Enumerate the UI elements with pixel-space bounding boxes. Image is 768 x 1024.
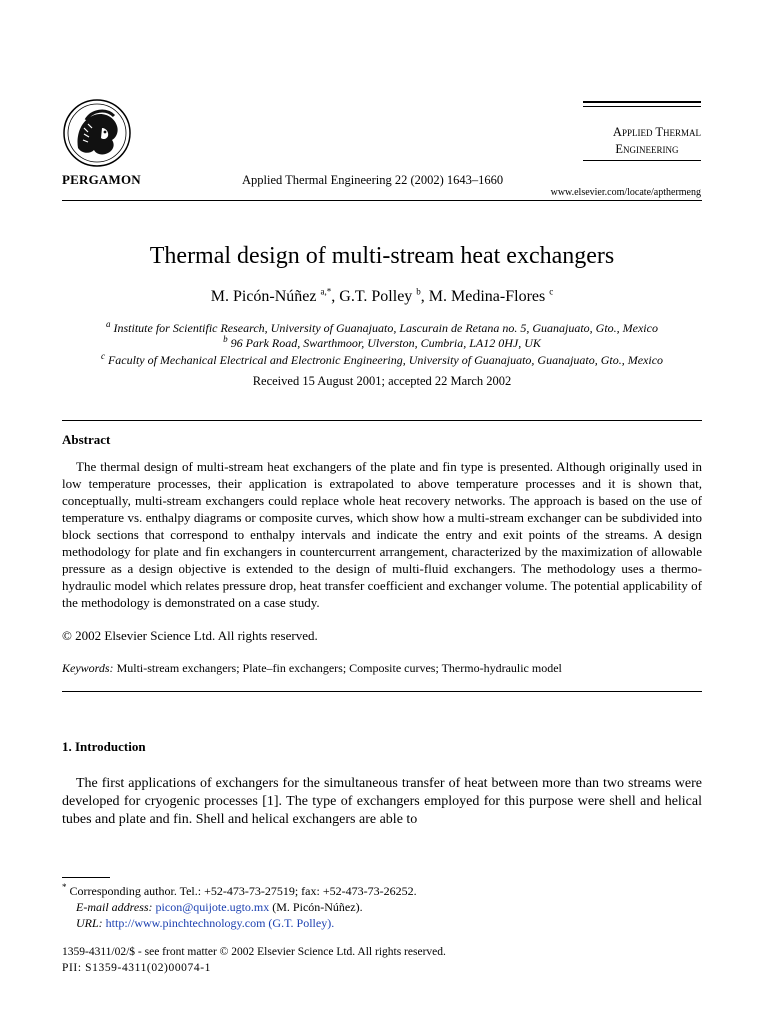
journal-header-rule-thin (583, 106, 701, 107)
footnote-url (76, 916, 334, 931)
footnote-email (76, 900, 363, 915)
footnote-url-link[interactable]: http://www.pinchtechnology.com (105, 916, 266, 930)
footnote-corresponding (62, 884, 417, 899)
affiliation-a-label: a (106, 319, 111, 329)
footnote-email-label: E-mail address: (76, 900, 153, 914)
keywords (62, 661, 562, 676)
affiliation-b-label: b (223, 334, 228, 344)
journal-header-rule-bottom (583, 160, 701, 161)
abstract-top-divider (62, 420, 702, 421)
author-list: M. Picón-Núñez $^{a,*}$, G.T. Polley $^b$, M. Medina-Flores $^c$ (210, 286, 554, 305)
article-title: Thermal design of multi-stream heat exchangers (149, 243, 615, 269)
author-3-affiliation: c (549, 286, 554, 297)
footnote-corresponding-text: Corresponding author. Tel.: +52-473-73-27519; fax: +52-473-73-26252. (69, 884, 417, 898)
received-dates: Received 15 August 2001; accepted 22 March 2002 (252, 374, 512, 388)
footer-issn: 1359-4311/02/$ - see front matter © 2002 Elsevier Science Ltd. All rights reserved. (62, 946, 446, 958)
journal-header-rule-top (583, 101, 701, 103)
header-divider (62, 200, 702, 201)
affiliation-b (62, 336, 702, 351)
journal-reference: Applied Thermal Engineering 22 (2002) 1643–1660 (242, 173, 504, 187)
footnote-divider (62, 877, 110, 878)
footnote-email-owner: (M. Picón-Núñez). (272, 900, 363, 914)
journal-name-line1: Applied Thermal (612, 125, 701, 139)
author-2-affiliation: b (416, 286, 421, 297)
abstract-copyright: © 2002 Elsevier Science Ltd. All rights reserved. (62, 628, 318, 643)
abstract-heading: Abstract (62, 432, 111, 447)
affiliation-b-text: 96 Park Road, Swarthmoor, Ulverston, Cumbria, LA12 0HJ, UK (230, 336, 541, 350)
author-3: M. Medina-Flores (428, 288, 546, 305)
footnote-email-link[interactable]: picon@quijote.ugto.mx (155, 900, 270, 914)
author-1: M. Picón-Núñez (210, 288, 317, 305)
affiliation-a-text: Institute for Scientific Research, University of Guanajuato, Lascurain de Retana no. 5, Guanajuato, Gto., Mexico (113, 321, 658, 335)
publisher-name: PERGAMON (62, 172, 141, 187)
footnote-url-owner: (G.T. Polley). (268, 916, 335, 930)
footer-pii: PII: S1359-4311(02)00074-1 (62, 962, 212, 974)
affiliation-c-label: c (100, 351, 105, 361)
footnote-mark: * (62, 882, 67, 892)
keywords-label: Keywords: (62, 661, 114, 675)
introduction-body: The first applications of exchangers for the simultaneous transfer of heat between more than two streams were developed for cryogenic processes [1]. The type of exchangers employed for this purpose were shell and helical tubes and plate and fin. Shell and helical exchangers are able to (62, 776, 702, 827)
affiliation-c (62, 353, 702, 368)
footnote-url-label: URL: (76, 916, 103, 930)
journal-url[interactable]: www.elsevier.com/locate/apthermeng (550, 187, 701, 198)
abstract-body: The thermal design of multi-stream heat exchangers of the plate and fin type is presented. Although originally used in low temperature processes, their application is extrapolated to above temperature processes and it is shown that, conceptually, multi-stream exchangers could replace whole heat recovery networks. The approach is based on the use of temperature vs. enthalpy diagrams or composite curves, which show how a multi-stream exchanger can be subdivided into block sections that correspond to enthalpy intervals and indicate the entry and exit points of the streams. A design methodology for plate and fin exchangers in countercurrent arrangement, characterized by the maximization of allowable pressure as a design objective is extended to the design of multi-fluid exchangers. The methodology uses a thermo-hydraulic model which relates pressure drop, heat transfer coefficient and exchanger volume. The potential applicability of the methodology is demonstrated on a case study. (62, 459, 702, 610)
pergamon-logo-icon (62, 98, 132, 168)
journal-name (583, 124, 701, 158)
affiliation-a (62, 321, 702, 336)
affiliation-c-text: Faculty of Mechanical Electrical and Electronic Engineering, University of Guanajuato, Guanajuato, Gto., Mexico (107, 353, 664, 367)
introduction-heading: 1. Introduction (62, 739, 146, 754)
author-2: G.T. Polley (339, 288, 413, 305)
author-1-affiliation: a,* (320, 286, 332, 297)
journal-name-line2: Engineering (615, 142, 679, 156)
keywords-text: Multi-stream exchangers; Plate–fin exchangers; Composite curves; Thermo-hydraulic model (116, 661, 562, 675)
abstract-bottom-divider (62, 691, 702, 692)
